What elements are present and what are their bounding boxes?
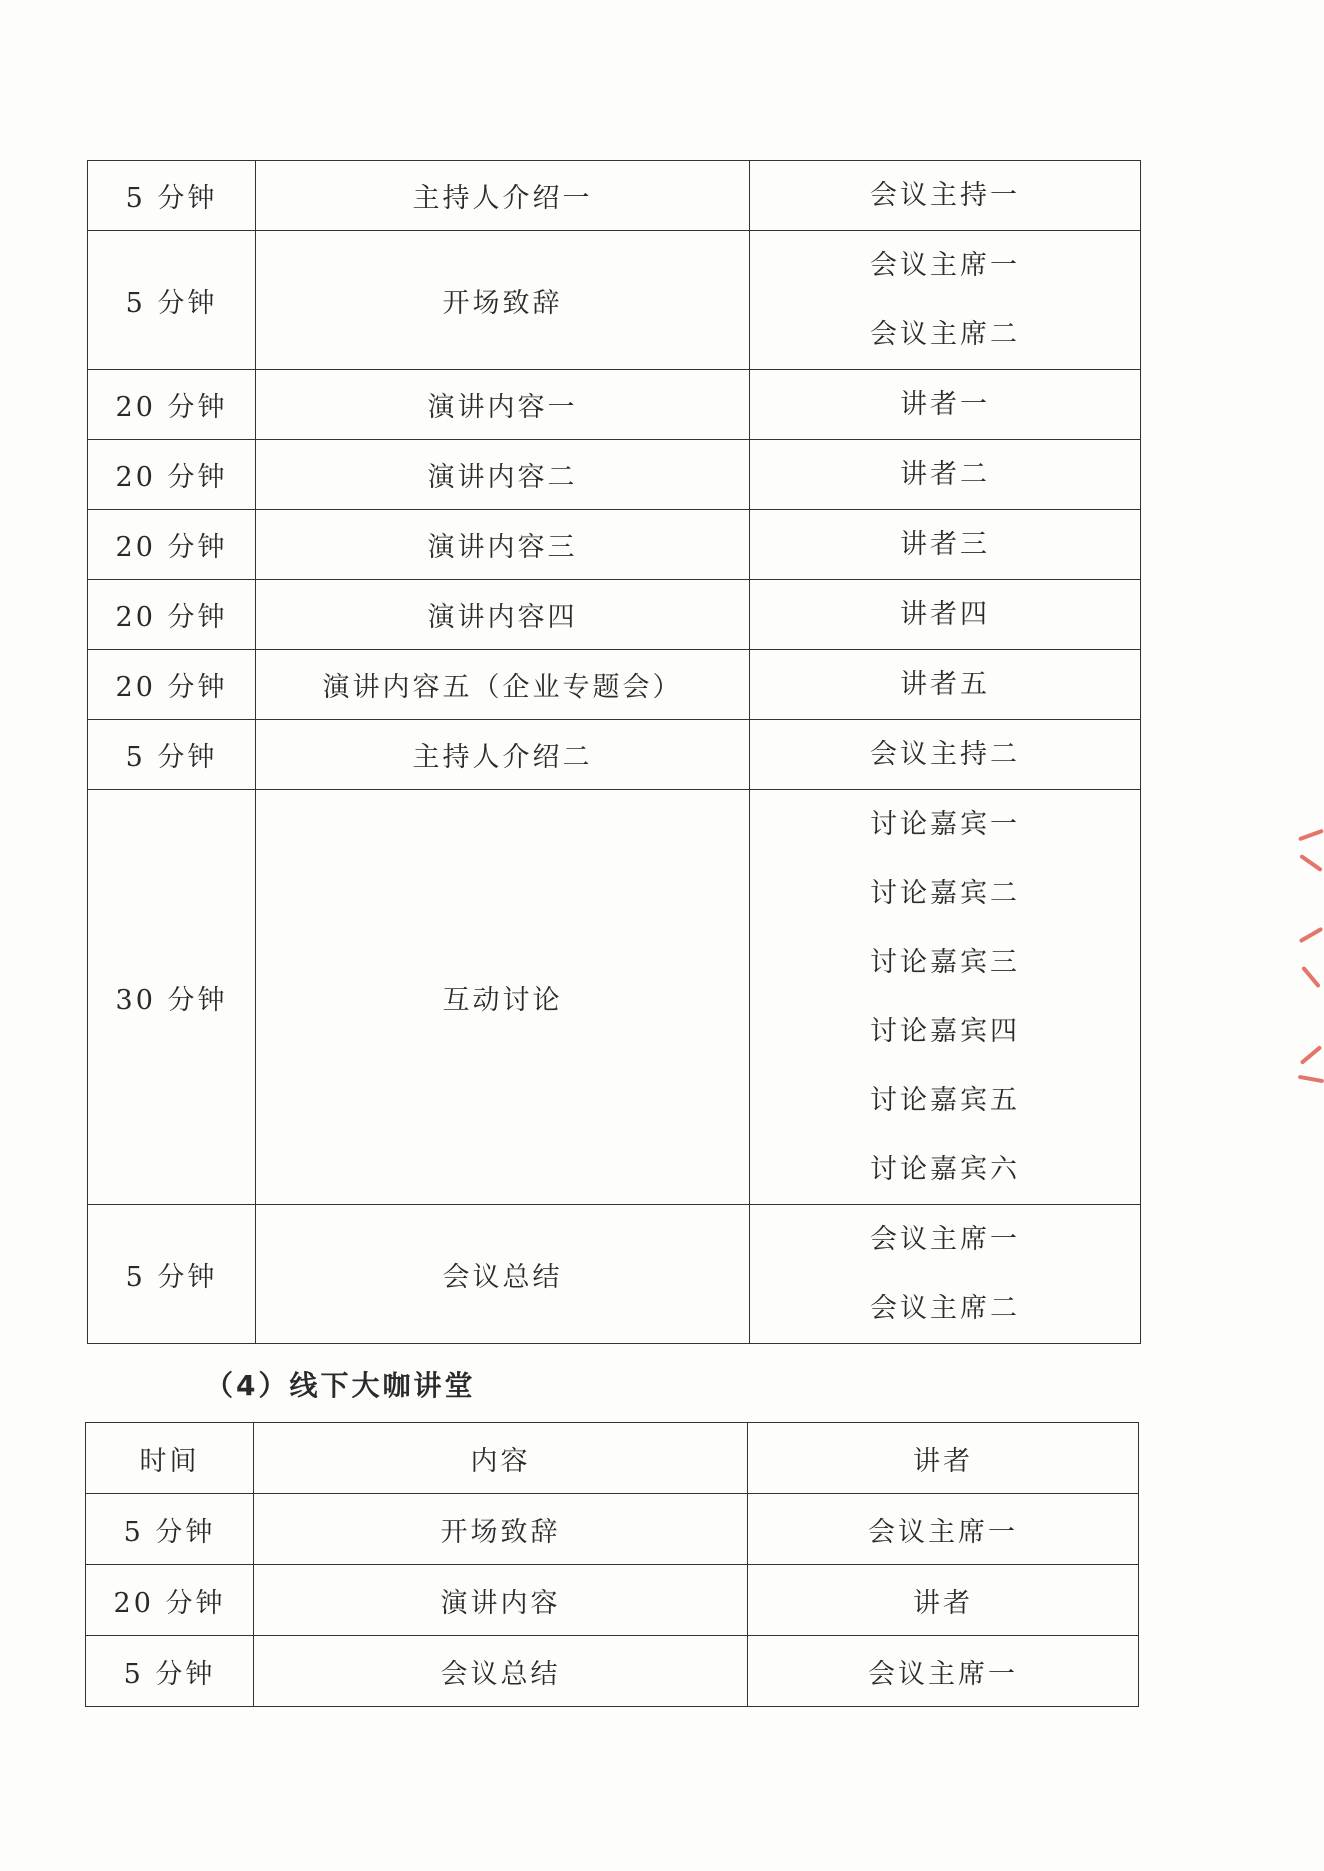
content-cell: 会议总结	[256, 1205, 750, 1344]
speaker-cell	[750, 720, 1141, 790]
header-speaker: 讲者	[748, 1423, 1139, 1494]
speaker-name: 讲者二	[900, 459, 990, 490]
table-row	[88, 510, 1141, 580]
content-cell: 开场致辞	[254, 1494, 748, 1565]
time-cell: 20 分钟	[88, 580, 256, 650]
time-cell: 30 分钟	[88, 790, 256, 1205]
speaker-name: 会议主席二	[870, 1293, 1020, 1324]
table-row	[88, 440, 1141, 510]
speaker-cell	[750, 580, 1141, 650]
speaker-name: 会议主席二	[870, 319, 1020, 350]
table-row	[88, 720, 1141, 790]
time-cell: 20 分钟	[88, 370, 256, 440]
speaker-cell	[750, 231, 1141, 370]
speaker-name: 讨论嘉宾六	[870, 1154, 1020, 1185]
speaker-name: 讲者一	[900, 389, 990, 420]
speaker-cell: 会议主席一	[748, 1636, 1139, 1707]
speaker-cell	[750, 161, 1141, 231]
time-cell: 5 分钟	[88, 161, 256, 231]
speaker-name: 讲者五	[900, 669, 990, 700]
section-heading: （4）线下大咖讲堂	[205, 1369, 476, 1402]
table-row	[86, 1565, 1139, 1636]
header-content: 内容	[254, 1423, 748, 1494]
header-time: 时间	[86, 1423, 254, 1494]
speaker-cell	[750, 650, 1141, 720]
speaker-name: 讨论嘉宾二	[870, 878, 1020, 909]
speaker-cell	[750, 440, 1141, 510]
speaker-cell: 讲者	[748, 1565, 1139, 1636]
speaker-cell	[750, 370, 1141, 440]
table-row	[86, 1636, 1139, 1707]
time-cell: 5 分钟	[88, 231, 256, 370]
time-cell: 5 分钟	[88, 720, 256, 790]
speaker-name: 会议主席一	[870, 1224, 1020, 1255]
speaker-name: 会议主持二	[870, 739, 1020, 770]
time-cell: 5 分钟	[86, 1636, 254, 1707]
content-cell: 主持人介绍一	[256, 161, 750, 231]
speaker-cell	[750, 1205, 1141, 1344]
time-cell: 20 分钟	[86, 1565, 254, 1636]
speaker-name: 讨论嘉宾四	[870, 1016, 1020, 1047]
content-cell: 演讲内容三	[256, 510, 750, 580]
speaker-name: 讨论嘉宾一	[870, 809, 1020, 840]
content-cell: 演讲内容五（企业专题会）	[256, 650, 750, 720]
speaker-name: 讲者四	[900, 599, 990, 630]
content-cell: 开场致辞	[256, 231, 750, 370]
time-cell: 20 分钟	[88, 440, 256, 510]
table-row	[88, 580, 1141, 650]
speaker-name: 讨论嘉宾三	[870, 947, 1020, 978]
time-cell: 5 分钟	[86, 1494, 254, 1565]
content-cell: 演讲内容二	[256, 440, 750, 510]
speaker-name: 讲者三	[900, 529, 990, 560]
table-header-row	[86, 1423, 1139, 1494]
table-row	[88, 790, 1141, 1205]
content-cell: 演讲内容	[254, 1565, 748, 1636]
lecture-table	[85, 1422, 1139, 1707]
table-row	[88, 370, 1141, 440]
seal-stamp-fragment	[1298, 815, 1324, 1115]
content-cell: 互动讨论	[256, 790, 750, 1205]
time-cell: 20 分钟	[88, 510, 256, 580]
time-cell: 5 分钟	[88, 1205, 256, 1344]
speaker-name: 会议主席一	[870, 250, 1020, 281]
content-cell: 演讲内容一	[256, 370, 750, 440]
table-row	[88, 161, 1141, 231]
speaker-cell	[750, 510, 1141, 580]
agenda-table	[87, 160, 1141, 1344]
speaker-cell	[750, 790, 1141, 1205]
content-cell: 主持人介绍二	[256, 720, 750, 790]
speaker-cell: 会议主席一	[748, 1494, 1139, 1565]
content-cell: 演讲内容四	[256, 580, 750, 650]
table-row	[88, 1205, 1141, 1344]
speaker-name: 讨论嘉宾五	[870, 1085, 1020, 1116]
speaker-name: 会议主持一	[870, 180, 1020, 211]
table-row	[88, 231, 1141, 370]
time-cell: 20 分钟	[88, 650, 256, 720]
table-row	[86, 1494, 1139, 1565]
table-row	[88, 650, 1141, 720]
content-cell: 会议总结	[254, 1636, 748, 1707]
